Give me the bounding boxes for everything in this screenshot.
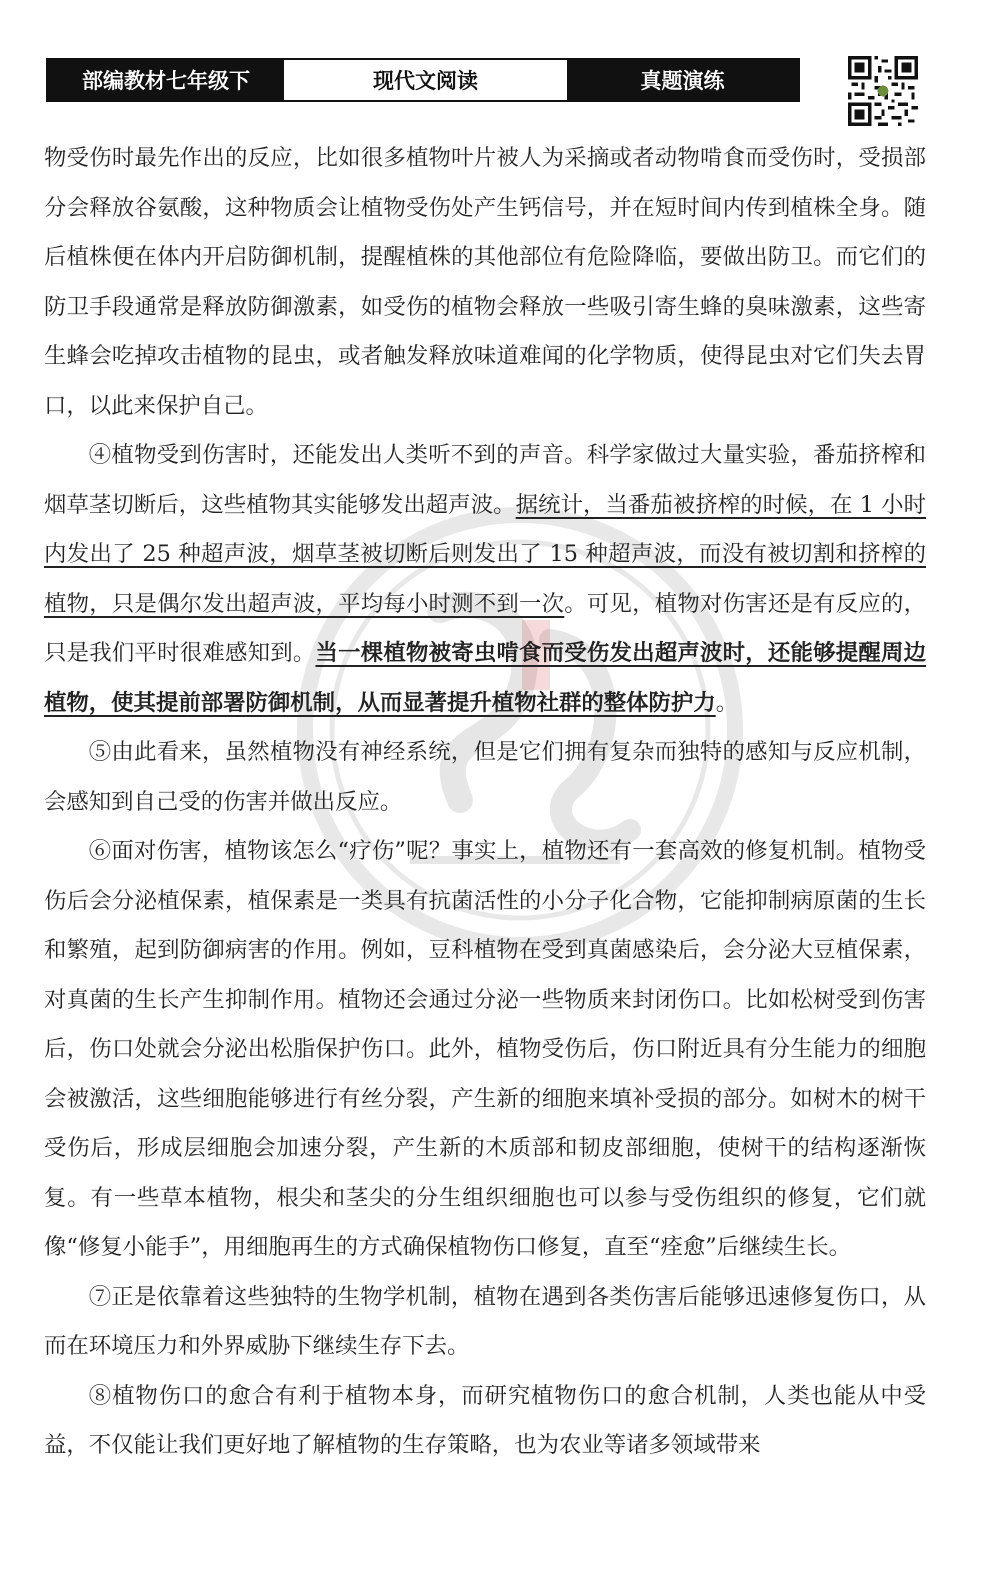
paragraph-7: ⑦正是依靠着这些独特的生物学机制，植物在遇到各类伤害后能够迅速修复伤口，从而在环境压力和外界威胁下继续生存下去。 (44, 1283, 926, 1359)
qr-code-icon (848, 56, 918, 126)
header-section: 现代文阅读 (284, 60, 567, 100)
underlined-statistics: 据统计，当番茄被挤榨的时候，在 1 小时内发出了 25 种超声波，烟草茎被切断后则发出了 15 种超声波，而没有被切割和挤榨的植物，只是偶尔发出超声波，平均每小时测不到一次 (44, 491, 927, 617)
header-practice: 真题演练 (567, 60, 798, 100)
article-body (44, 134, 926, 1471)
paragraph-4 (44, 431, 926, 728)
paragraph-3-tail: 物受伤时最先作出的反应，比如很多植物叶片被人为采摘或者动物啃食而受伤时，受损部分会释放谷氨酸，这种物质会让植物受伤处产生钙信号，并在短时间内传到植株全身。随后植株便在体内开启防御机制，提醒植株的其他部位有危险降临，要做出防卫。而它们的防卫手段通常是释放防御激素，如受伤的植物会释放一些吸引寄生蜂的臭味激素，这些寄生蜂会吃掉攻击植物的昆虫，或者触发释放味道难闻的化学物质，使得昆虫对它们失去胃口，以此来保护自己。 (44, 145, 926, 419)
paragraph-5: ⑤由此看来，虽然植物没有神经系统，但是它们拥有复杂而独特的感知与反应机制，会感知到自己受的伤害并做出反应。 (44, 739, 926, 815)
header-bar (46, 58, 800, 102)
paragraph-4-part2: 。可见，植物对伤害还是有反应的，只是我们平时很难感知到。 (44, 590, 927, 666)
paragraph-4-end: 。 (715, 689, 739, 716)
paragraph-4-part1: ④植物受到伤害时，还能发出人类听不到的声音。科学家做过大量实验，番茄挤榨和烟草茎切断后，这些植物其实能够发出超声波。 (44, 442, 926, 518)
paragraph-6: ⑥面对伤害，植物该怎么“疗伤”呢？事实上，植物还有一套高效的修复机制。植物受伤后会分泌植保素，植保素是一类具有抗菌活性的小分子化合物，它能抑制病原菌的生长和繁殖，起到防御病害的作用。例如，豆科植物在受到真菌感染后，会分泌大豆植保素，对真菌的生长产生抑制作用。植物还会通过分泌一些物质来封闭伤口。比如松树受到伤害后，伤口处就会分泌出松脂保护伤口。此外，植物受伤后，伤口附近具有分生能力的细胞会被激活，这些细胞能够进行有丝分裂，产生新的细胞来填补受损的部分。如树木的树干受伤后，形成层细胞会加速分裂，产生新的木质部和韧皮部细胞，使树干的结构逐渐恢复。有一些草本植物，根尖和茎尖的分生组织细胞也可以参与受伤组织的修复，它们就像“修复小能手”，用细胞再生的方式确保植物伤口修复，直至“痊愈”后继续生长。 (44, 838, 926, 1260)
bold-underlined-sentence: 当一棵植物被寄虫啃食而受伤发出超声波时，还能够提醒周边植物，使其提前部署防御机制，从而显著提升植物社群的整体防护力 (44, 640, 927, 716)
header-textbook: 部编教材七年级下 (48, 60, 284, 100)
paragraph-8: ⑧植物伤口的愈合有利于植物本身，而研究植物伤口的愈合机制，人类也能从中受益，不仅能让我们更好地了解植物的生存策略，也为农业等诸多领域带来 (44, 1382, 926, 1458)
